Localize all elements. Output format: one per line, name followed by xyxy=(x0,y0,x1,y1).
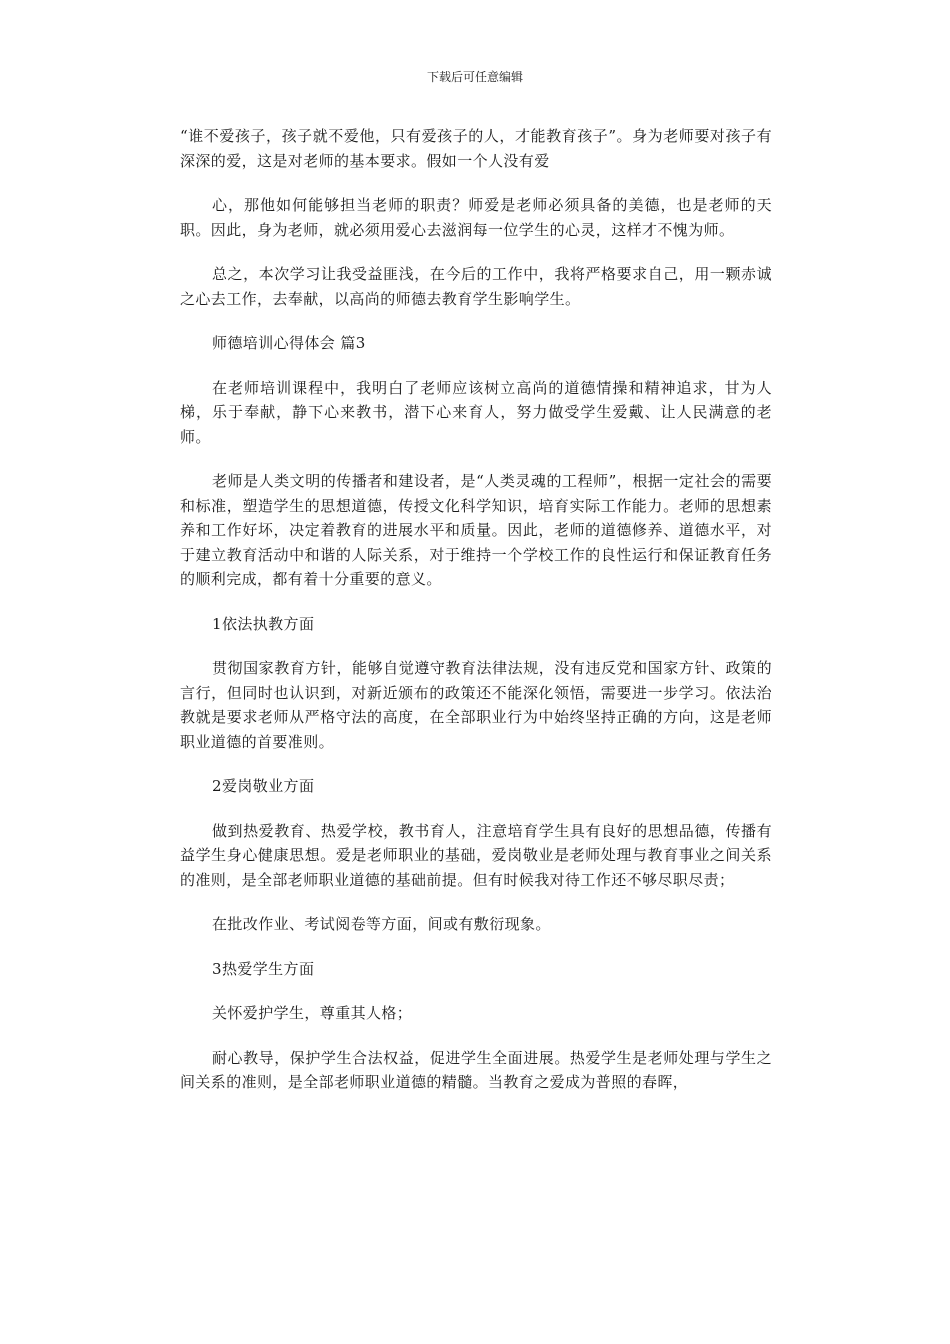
paragraph-teacher-duty: 心，那他如何能够担当老师的职责？师爱是老师必须具备的美德，也是老师的天职。因此，身为老师，就必须用爱心去滋润每一位学生的心灵，这样才不愧为师。 xyxy=(180,196,772,239)
paragraph-grading: 在批改作业、考试阅卷等方面，间或有敷衍现象。 xyxy=(212,915,551,933)
paragraph-law: 贯彻国家教育方针，能够自觉遵守教育法律法规，没有违反党和国家方针、政策的言行，但同时也认识到，对新近颁布的政策还不能深化领悟，需要进一步学习。依法治教就是要求老师从严格守法的高度，在全部职业行为中始终坚持正确的方向，这是老师职业道德的首要准则。 xyxy=(180,659,772,751)
section-title-part-3: 师德培训心得体会 篇3 xyxy=(212,334,366,352)
paragraph-dedication: 做到热爱教育、热爱学校，教书育人，注意培育学生具有良好的思想品德，传播有益学生身心健康思想。爱是老师职业的基础，爱岗敬业是老师处理与教育事业之间关系的准则，是全部老师职业道德的基础前提。但有时候我对待工作还不够尽职尽责； xyxy=(180,821,772,889)
subheading-dedication: 2爱岗敬业方面 xyxy=(212,777,315,795)
subheading-love-students: 3热爱学生方面 xyxy=(212,959,315,978)
paragraph-teacher-role: 老师是人类文明的传播者和建设者，是“人类灵魂的工程师”，根据一定社会的需要和标准，塑造学生的思想道德，传授文化科学知识，培育实际工作能力。老师的思想素养和工作好坏，决定着教育的进展水平和质量。因此，老师的道德修养、道德水平，对于建立教育活动中和谐的人际关系，对于维持一个学校工作的良性运行和保证教育任务的顺利完成，都有着十分重要的意义。 xyxy=(180,472,772,588)
paragraph-patient-guidance: 耐心教导，保护学生合法权益，促进学生全面进展。热爱学生是老师处理与学生之间关系的准则，是全部老师职业道德的精髓。当教育之爱成为普照的春晖， xyxy=(180,1048,772,1091)
paragraph-training-course: 在老师培训课程中，我明白了老师应该树立高尚的道德情操和精神追求，甘为人梯，乐于奉献，静下心来教书，潜下心来育人，努力做受学生爱戴、让人民满意的老师。 xyxy=(180,378,772,446)
page-header-note: 下载后可任意编辑 xyxy=(426,70,523,84)
paragraph-care-students: 关怀爱护学生，尊重其人格； xyxy=(212,1004,413,1022)
paragraph-conclusion: 总之，本次学习让我受益匪浅，在今后的工作中，我将严格要求自己，用一颗赤诚之心去工作，去奉献，以高尚的师德去教育学生影响学生。 xyxy=(180,265,772,308)
paragraph-love-children: “谁不爱孩子，孩子就不爱他，只有爱孩子的人，才能教育孩子”。身为老师要对孩子有深深的爱，这是对老师的基本要求。假如一个人没有爱 xyxy=(180,127,772,170)
subheading-law: 1依法执教方面 xyxy=(212,614,315,633)
document-body xyxy=(180,124,772,1115)
